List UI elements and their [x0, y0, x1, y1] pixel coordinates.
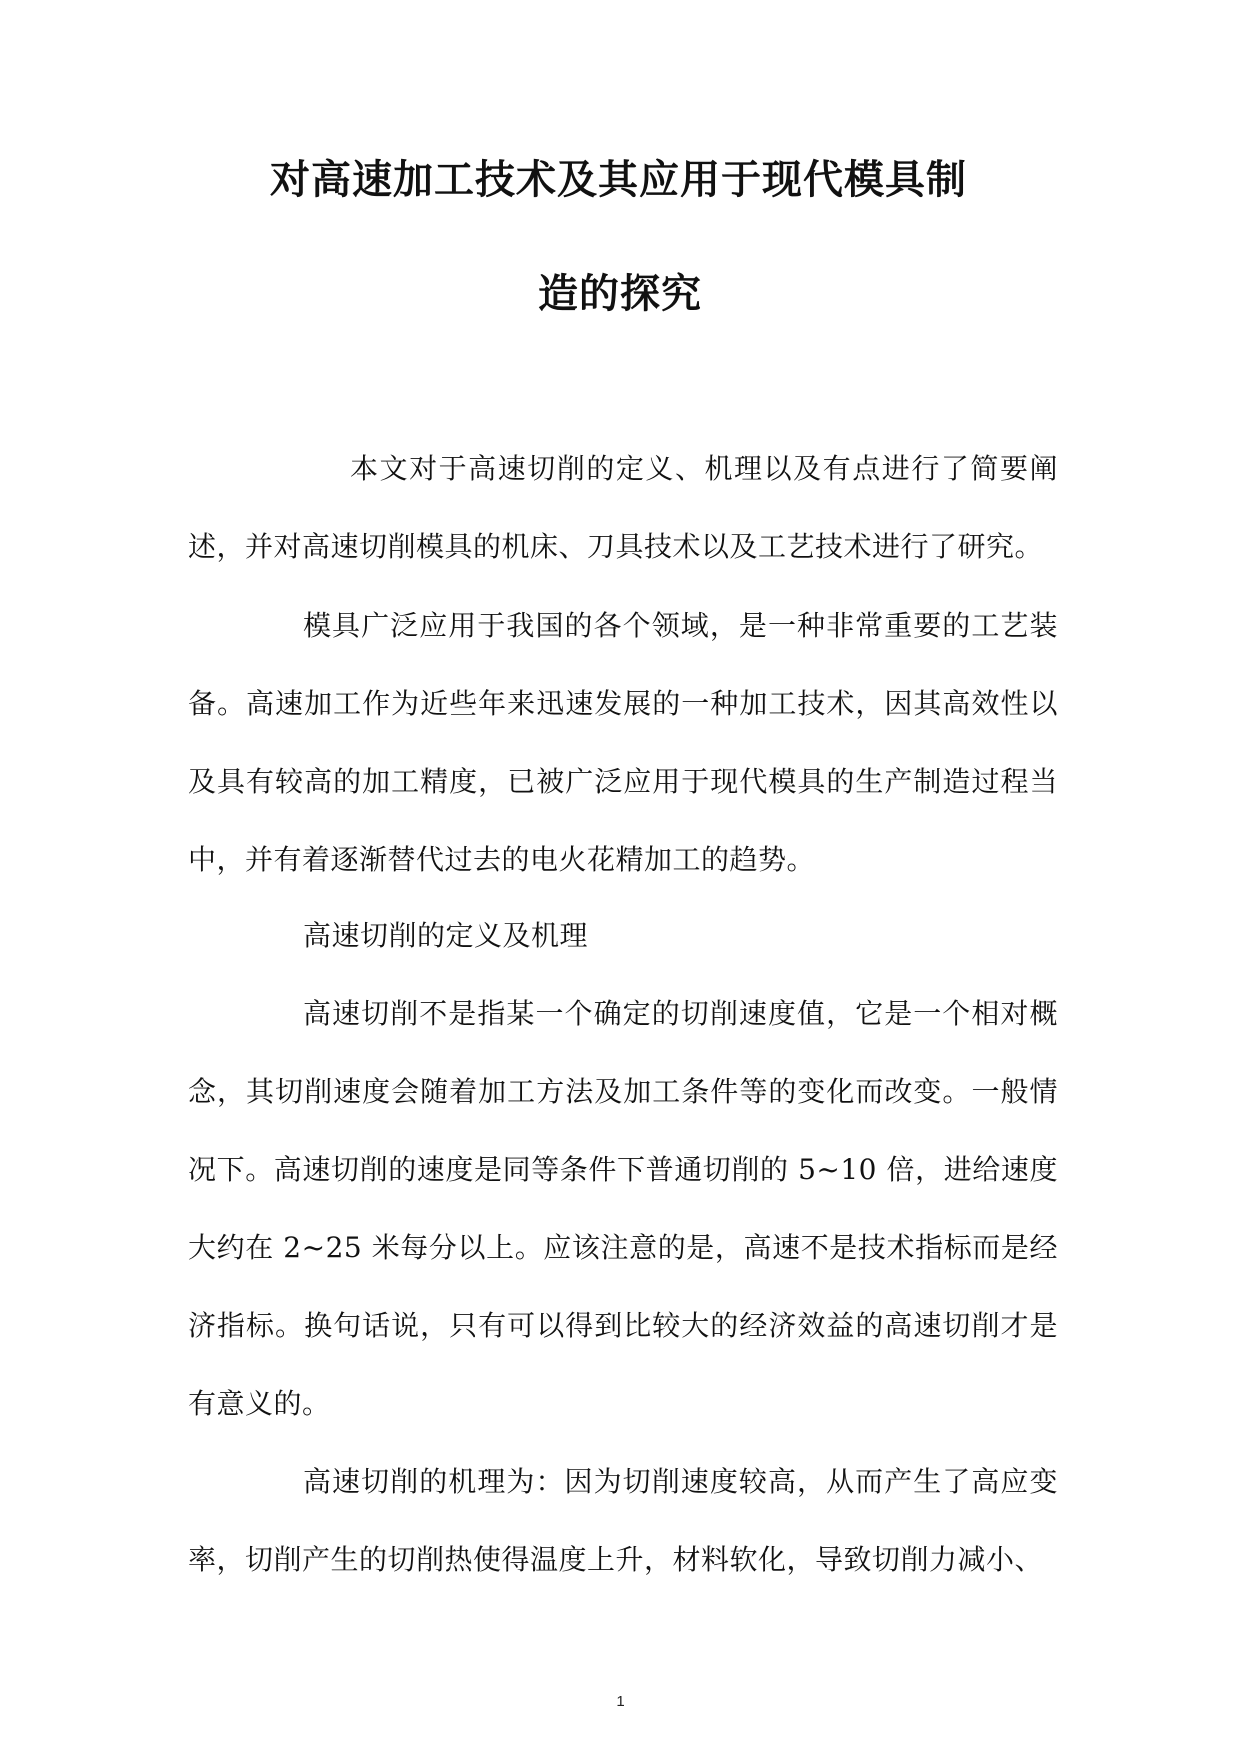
- paragraph-abstract: 本文对于高速切削的定义、机理以及有点进行了简要阐述，并对高速切削模具的机床、刀具技术以及工艺技术进行了研究。: [188, 452, 1058, 563]
- paragraph-definition: 高速切削不是指某一个确定的切削速度值，它是一个相对概念，其切削速度会随着加工方法及加工条件等的变化而改变。一般情况下。高速切削的速度是同等条件下普通切削的 5~10 倍，进给速度大约在 2~25 米每分以上。应该注意的是，高速不是技术指标而是经济指标。换句话说，只有可以得到比较大的经济效益的高速切削才是有意义的。: [188, 997, 1058, 1420]
- document-title-line-1: 对高速加工技术及其应用于现代模具制: [270, 157, 967, 203]
- paragraph-introduction: 模具广泛应用于我国的各个领域，是一种非常重要的工艺装备。高速加工作为近些年来迅速发展的一种加工技术，因其高效性以及具有较高的加工精度，已被广泛应用于现代模具的生产制造过程当中，并有着逐渐替代过去的电火花精加工的趋势。: [188, 609, 1058, 876]
- document-title-line-2: 造的探究: [538, 271, 702, 317]
- paragraph-mechanism: 高速切削的机理为：因为切削速度较高，从而产生了高应变率，切削产生的切削热使得温度上升，材料软化，导致切削力减小、: [188, 1465, 1058, 1576]
- page-number: 1: [616, 1693, 625, 1710]
- section-heading: 高速切削的定义及机理: [303, 919, 589, 952]
